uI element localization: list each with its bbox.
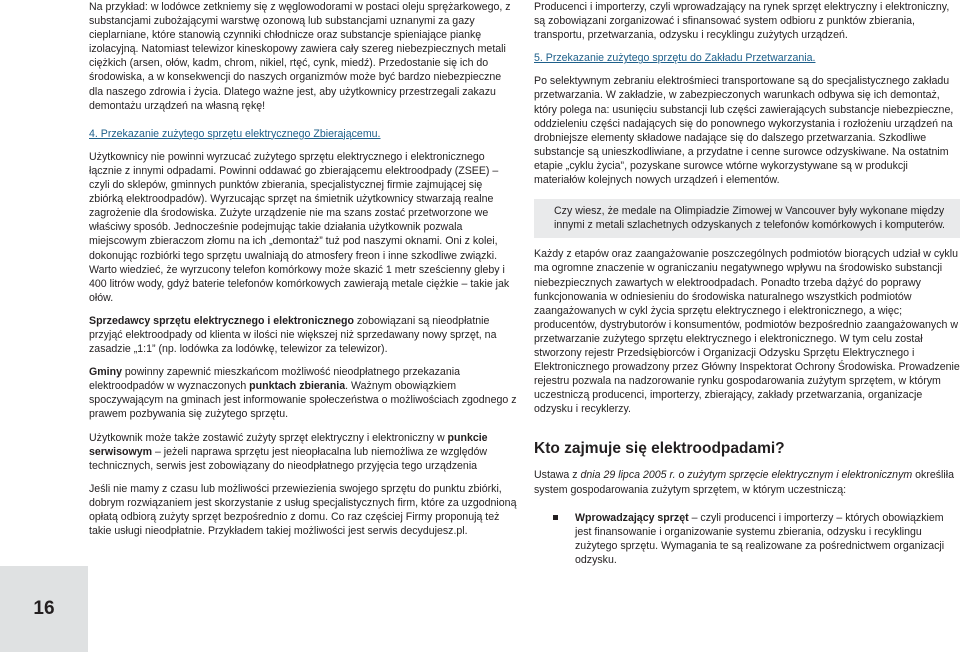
act-paragraph	[534, 468, 960, 496]
page-number: 16	[33, 598, 55, 619]
bullet-square-icon	[553, 515, 558, 520]
municipalities-text-2: . Ważnym obowiązkiem spoczywającym na gminach jest informowanie społeczeństwa o możliwościach zgodnego z prawem pozbywania się zużytego sprzętu.	[89, 380, 517, 421]
service-point-bold: punkcie serwisowym	[89, 431, 488, 458]
who-handles-heading: Kto zajmuje się elektroodpadami?	[534, 440, 785, 458]
municipalities-paragraph	[89, 365, 517, 421]
service-text-2: – jeżeli naprawa sprzętu jest nieopłacalna lub niemożliwa ze względów technicznych, serwis jest zobowiązany do nieodpłatnego przyjęcia tego urządzenia	[89, 445, 488, 472]
intro-paragraph: Na przykład: w lodówce zetkniemy się z węglowodorami w postaci oleju sprężarkowego, z substancjami zubożającymi warstwę ozonową lub substancjami uznanymi za gazy cieplarniane, które stanowią czynniki chłodnicze oraz substancje spieniające piankę izolacyjną. Natomiast telewizor kineskopowy zawiera cały szereg niebezpiecznych metali ciężkich (arsen, ołów, kadm, chrom, nikiel, rtęć, cynk, miedź). Przedostanie się ich do środowiska, a w konsekwencji do naszych organizmów może być bardzo niebezpieczne dla naszego zdrowia i życia. Dlatego ważne jest, aby użytkownicy przestrzegali zakazu demontażu urządzeń na własną rękę!	[89, 1, 511, 112]
introducing-equipment-text: – czyli producenci i importerzy – których obowiązkiem jest finansowanie i organizowanie systemu zbierania, odzysku i recyklingu zużytego sprzętu. Wymagania te są realizowane za pośrednictwem organizacji odzysku.	[575, 511, 945, 566]
pickup-services-paragraph: Jeśli nie mamy z czasu lub możliwości przewiezienia swojego sprzętu do punktu zbiórki, dobrym rozwiązaniem jest skorzystanie z usług specjalistycznych firm, które za uzgodnioną opłatą odbiorą zużyty sprzęt bezpośrednio z domu. Co raz częściej Firmy proponują też takie usługi nieodpłatnie. Przykładem takiej możliwości jest serwis decydujesz.pl.	[89, 482, 517, 538]
introducing-equipment-bold: Wprowadzający sprzęt	[575, 511, 689, 524]
act-title-italic: dnia 29 lipca 2005 r. o zużytym sprzęcie elektrycznym i elektronicznym	[580, 469, 913, 482]
service-text-1: Użytkownik może także zostawić zużyty sprzęt elektryczny i elektroniczny w	[89, 431, 448, 444]
collection-points-bold: punktach zbierania	[249, 380, 346, 393]
processing-paragraph: Po selektywnym zebraniu elektrośmieci transportowane są do specjalistycznego zakładu przetwarzania. W zakładzie, w zabezpieczonych warunkach odbywa się ich demontaż, który polega na: usunięciu substancji lub części zawierających substancje niebezpieczne, oddzieleniu części nadających się do ponownego wykorzystania i rozłożeniu urządzeń na drobniejsze elementy składowe nadające się do dalszego przetwarzania. Szkodliwe substancje są unieszkodliwiane, a przydatne i cenne surowce odzyskiwane. Na ostatnim etapie „cyklu życia”, pozyskane surowce wtórne wykorzystywane są w produkcji materiałów kolejnych nowych urządzeń i elementów.	[534, 75, 954, 187]
list-item	[534, 511, 960, 567]
participants-list	[534, 511, 960, 567]
municipalities-bold: Gminy	[89, 366, 122, 379]
section-5-heading: 5. Przekazanie zużytego sprzętu do Zakładu Przetwarzania.	[534, 52, 816, 65]
stages-paragraph: Każdy z etapów oraz zaangażowanie poszczególnych podmiotów biorących udział w cyklu ma ogromne znaczenie w ograniczaniu negatywnego wpływu na środowisko substancji niebezpiecznych zawartych w elektroodpadach. Ponadto trzeba dążyć do poprawy funkcjonowania w odniesieniu do środowiska naturalnego wszystkich podmiotów zaangażowanych w cykl życia sprzętu elektrycznego i elektronicznego, a więc; producentów, dystrybutorów i konsumentów, podmiotów bezpośrednio zaangażowanych w przetwarzanie zużytego sprzętu elektrycznego i elektronicznego. W tym celu został stworzony rejestr Przedsiębiorców i Organizacji Odzysku Sprzętu Elektrycznego i Elektronicznego prowadzony przez Główny Inspektorat Ochrony Środowiska. Prowadzenie rejestru pozwala na nadzorowanie rynku gospodarowania zużytym sprzętem, w którym uczestniczą producenci, importerzy, zbierający, zakłady przetwarzania, organizacje odzysku i recyklerzy.	[534, 248, 960, 416]
service-point-paragraph	[89, 431, 517, 473]
producers-paragraph: Producenci i importerzy, czyli wprowadzający na rynek sprzęt elektryczny i elektroniczny, są zobowiązani zorganizować i sfinansować system odbioru z punktów zbierania, transportu, przetwarzania, odzysku i recyklingu zużytych urządzeń.	[534, 1, 950, 42]
act-text-1: Ustawa z	[534, 469, 581, 482]
did-you-know-box	[534, 199, 960, 238]
sellers-paragraph	[89, 314, 517, 356]
section-4-heading: 4. Przekazanie zużytego sprzętu elektrycznego Zbierającemu.	[89, 127, 381, 140]
did-you-know-text: Czy wiesz, że medale na Olimpiadzie Zimowej w Vancouver były wykonane między innymi z metali szlachetnych odzyskanych z telefonów komórkowych i komputerów.	[554, 205, 945, 232]
users-paragraph: Użytkownicy nie powinni wyrzucać zużytego sprzętu elektrycznego i elektronicznego łącznie z innymi odpadami. Powinni oddawać go zbierającemu elektroodpady (ZSEE) – czyli do sklepów, gminnych punktów zbierania, specjalistycznej firmie zajmującej się zbiórką elektroodpadów). Wyrzucając sprzęt na śmietnik użytkownicy stwarzają realne zagrożenie dla środowiska. Zużyte urządzenie nie ma szans zostać przetworzone we właściwy sposób. Jednocześnie podejmując takie działania użytkownik pozwala miejscowym zbieraczom złomu na ich „demontaż” tuż pod naszymi oknami. Oni z kolei, dokonując rozbiórki tego sprzętu uwalniają do atmosfery freon i inne szkodliwe związki. Warto wiedzieć, że wyrzucony telefon komórkowy może skazić 1 metr sześcienny gleby i 400 litrów wody, gdyż baterie telefonów komórkowych zawierają metale ciężkie – takie jak ołów.	[89, 150, 510, 304]
municipalities-text-1: powinny zapewnić mieszkańcom możliwość nieodpłatnego przekazania elektroodpadów w wyznaczonych	[89, 366, 460, 393]
left-column	[89, 0, 517, 538]
act-text-2: określiła system gospodarowania zużytym sprzętem, w którym uczestniczą:	[534, 469, 955, 496]
sellers-bold: Sprzedawcy sprzętu elektrycznego i elektronicznego	[89, 314, 354, 327]
sellers-text: zobowiązani są nieodpłatnie przyjąć elektroodpady od klienta w ilości nie większej niż sprzedawany nowy sprzęt, na zasadzie „1:1” (np. lodówka za lodówkę, telewizor za telewizor).	[89, 314, 497, 356]
right-column	[534, 0, 960, 567]
